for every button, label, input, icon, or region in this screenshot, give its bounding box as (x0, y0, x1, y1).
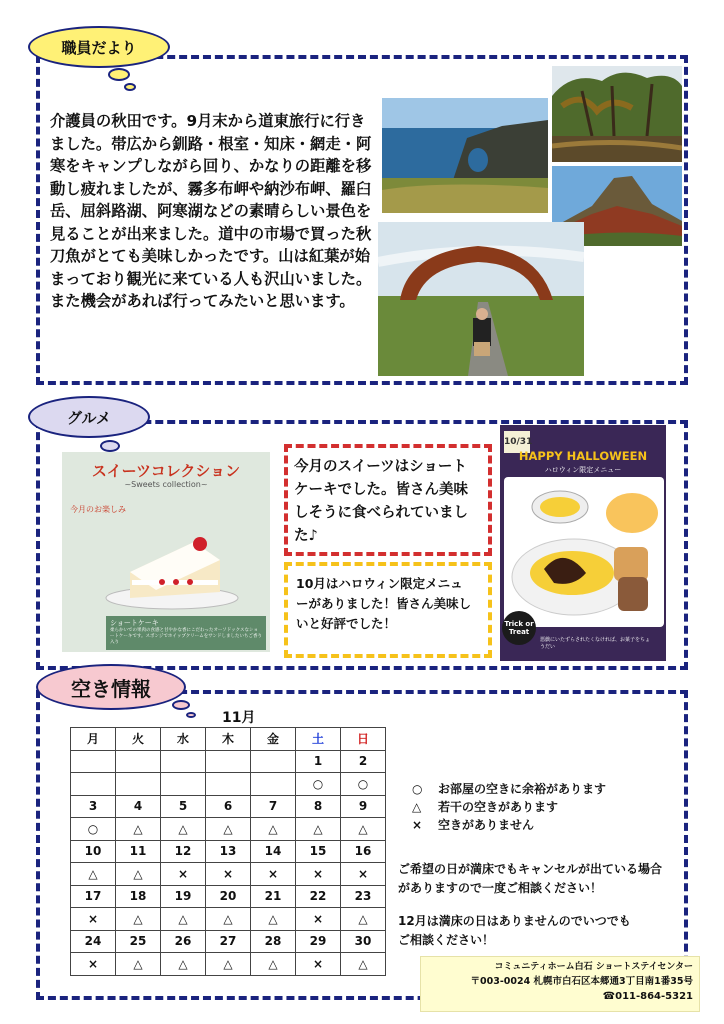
calendar-cell: △ (161, 818, 206, 841)
calendar-cell: 15 (296, 840, 341, 863)
calendar-cell: △ (206, 908, 251, 931)
hw-subtitle: ハロウィン限定メニュー (544, 466, 622, 474)
calendar-weekday: 水 (161, 728, 206, 751)
calendar-cell: × (71, 908, 116, 931)
calendar-cell: △ (251, 953, 296, 976)
vacancy-note-2: 12月は満床の日はありませんのでいつでもご相談ください！ (398, 914, 631, 947)
calendar-cell: 17 (71, 885, 116, 908)
calendar-cell: △ (116, 863, 161, 886)
footer-tel: ☎011-864-5321 (602, 991, 693, 1002)
legend-text: お部屋の空きに余裕があります (438, 782, 607, 796)
legend-symbol: ○ (412, 782, 423, 796)
calendar-cell: 8 (296, 795, 341, 818)
staff-body: 介護員の秋田です。9月末から道東旅行に行きました。帯広から釧路・根室・知床・網走・阿寒をキャンプしながら回り、かなりの距離を移動し疲れましたが、霧多布岬や納沙布岬、羅臼岳、屈斜路湖、阿寒湖などの素晴らしい景色を見ることが出来ました。道中の市場で買った秋刀魚がとても美味しかったです。山は紅葉が始まっており観光に来ている人も沢山いました。また機会があれば行ってみたいと思います。 (50, 112, 372, 310)
autumn-trees-photo (552, 66, 682, 162)
footer-name: コミュニティホーム白石 ショートステイセンター (494, 962, 693, 972)
calendar-weekday: 日 (341, 728, 386, 751)
calendar-month: 11月 (222, 710, 256, 726)
halloween-box (284, 562, 492, 658)
vacancy-calendar (70, 727, 386, 976)
calendar-cell: 27 (206, 930, 251, 953)
sweets-box (284, 444, 492, 556)
calendar-weekday: 金 (251, 728, 296, 751)
calendar-cell: △ (341, 908, 386, 931)
vacancy-tag-label: 空き情報 (71, 676, 151, 701)
calendar-cell: × (341, 863, 386, 886)
calendar-cell: △ (71, 863, 116, 886)
calendar-cell: × (296, 863, 341, 886)
calendar-weekday: 木 (206, 728, 251, 751)
calendar-cell: × (296, 908, 341, 931)
calendar-cell (116, 773, 161, 796)
calendar-cell: 19 (161, 885, 206, 908)
calendar-cell: △ (161, 908, 206, 931)
tag-tail-dot (172, 700, 190, 710)
tag-tail-dot (124, 83, 136, 91)
calendar-cell: 29 (296, 930, 341, 953)
calendar-weekday: 火 (116, 728, 161, 751)
legend-item (412, 816, 606, 834)
calendar-cell: 25 (116, 930, 161, 953)
calendar-cell (161, 750, 206, 773)
calendar-cell: 28 (251, 930, 296, 953)
calendar-cell (206, 750, 251, 773)
calendar-cell: △ (296, 818, 341, 841)
hw-trick: Trick or Treat (504, 620, 534, 636)
calendar-row (71, 750, 386, 773)
calendar-cell: 23 (341, 885, 386, 908)
calendar-cell: × (161, 863, 206, 886)
vacancy-note-1: ご希望の日が満床でもキャンセルが出ている場合がありますので一度ご相談ください！ (398, 862, 663, 895)
calendar-row (71, 863, 386, 886)
calendar-cell: △ (341, 818, 386, 841)
calendar-row (71, 930, 386, 953)
calendar-cell (251, 773, 296, 796)
tag-tail-dot (100, 440, 120, 452)
sweets-text: 今月のスイーツはショートケーキでした。皆さん美味しそうに食べられていました♪ (294, 459, 468, 544)
calendar-cell (71, 750, 116, 773)
photo-caption-box (106, 616, 266, 650)
calendar-cell: 6 (206, 795, 251, 818)
calendar-cell: 1 (296, 750, 341, 773)
photo-label: 今月のお楽しみ (70, 505, 126, 514)
tag-tail-dot (108, 68, 130, 81)
arch-monument-photo (378, 222, 584, 376)
calendar-cell (251, 750, 296, 773)
calendar-cell: × (296, 953, 341, 976)
calendar-weekday: 土 (296, 728, 341, 751)
calendar-cell (71, 773, 116, 796)
calendar-cell: × (206, 863, 251, 886)
photo-title: スイーツコレクション (91, 462, 241, 480)
vacancy-legend (412, 780, 606, 834)
calendar-cell: 14 (251, 840, 296, 863)
legend-item (412, 798, 606, 816)
hw-date: 10/31 (504, 431, 530, 453)
calendar-cell: × (251, 863, 296, 886)
calendar-cell: 7 (251, 795, 296, 818)
calendar-cell: 18 (116, 885, 161, 908)
calendar-cell: △ (116, 818, 161, 841)
calendar-cell: 4 (116, 795, 161, 818)
shortcake-photo (62, 452, 270, 652)
calendar-cell: △ (341, 953, 386, 976)
legend-symbol: × (412, 818, 423, 832)
gourmet-tag-label: グルメ (66, 408, 112, 427)
calendar-cell: 9 (341, 795, 386, 818)
hw-title: HAPPY HALLOWEEN (518, 449, 648, 463)
calendar-cell: 12 (161, 840, 206, 863)
staff-tag (28, 26, 170, 68)
calendar-cell: 11 (116, 840, 161, 863)
footer-box (420, 956, 700, 1012)
photo-subtitle: ~Sweets collection~ (124, 480, 208, 489)
staff-tag-label: 職員だより (61, 38, 137, 57)
calendar-cell: 22 (296, 885, 341, 908)
calendar-row (71, 773, 386, 796)
calendar-cell: △ (206, 818, 251, 841)
calendar-cell: 24 (71, 930, 116, 953)
calendar-cell: 16 (341, 840, 386, 863)
calendar-cell: 2 (341, 750, 386, 773)
calendar-row (71, 885, 386, 908)
calendar-cell: △ (161, 953, 206, 976)
tag-tail-dot (186, 712, 196, 718)
calendar-cell (206, 773, 251, 796)
photo-caption-title: ショートケーキ (110, 619, 159, 627)
calendar-row (71, 953, 386, 976)
calendar-cell: △ (251, 818, 296, 841)
legend-symbol: △ (412, 800, 422, 814)
hw-small: 悪戯にいたずらされたくなければ、お菓子をちょうだい (540, 637, 651, 650)
calendar-row (71, 840, 386, 863)
calendar-cell: 20 (206, 885, 251, 908)
calendar-row (71, 795, 386, 818)
halloween-photo (500, 425, 666, 661)
calendar-cell: 30 (341, 930, 386, 953)
calendar-cell (116, 750, 161, 773)
calendar-weekday-row (71, 728, 386, 751)
calendar-cell: 26 (161, 930, 206, 953)
calendar-cell: ○ (341, 773, 386, 796)
calendar-cell: △ (206, 953, 251, 976)
calendar-cell: × (71, 953, 116, 976)
calendar-cell: △ (251, 908, 296, 931)
calendar-row (71, 908, 386, 931)
legend-text: 空きがありません (438, 818, 535, 832)
calendar-cell: 5 (161, 795, 206, 818)
calendar-cell: 21 (251, 885, 296, 908)
calendar-cell (161, 773, 206, 796)
calendar-cell: ○ (71, 818, 116, 841)
halloween-text: 10月はハロウィン限定メニューがありました！皆さん美味しいと好評でした！ (296, 576, 472, 631)
calendar-cell: △ (116, 953, 161, 976)
gourmet-tag (28, 396, 150, 438)
calendar-row (71, 818, 386, 841)
legend-item (412, 780, 606, 798)
calendar-cell: 10 (71, 840, 116, 863)
vacancy-tag (36, 664, 186, 710)
calendar-weekday: 月 (71, 728, 116, 751)
calendar-cell: 3 (71, 795, 116, 818)
calendar-cell: △ (116, 908, 161, 931)
footer-address: 〒003-0024 札幌市白石区本郷通3丁目南1番35号 (470, 976, 693, 987)
calendar-cell: 13 (206, 840, 251, 863)
photo-caption-text: 柔らかいでの果肉の食感と甘やかな香にこだわったオーソドックスなショートケーキです。スポンジでホイップクリームをサンドしましたいちご香り入り (110, 628, 262, 645)
hw-trick-badge (502, 611, 536, 645)
sea-cliff-photo (382, 98, 548, 213)
calendar-cell: ○ (296, 773, 341, 796)
legend-text: 若干の空きがあります (438, 800, 559, 814)
